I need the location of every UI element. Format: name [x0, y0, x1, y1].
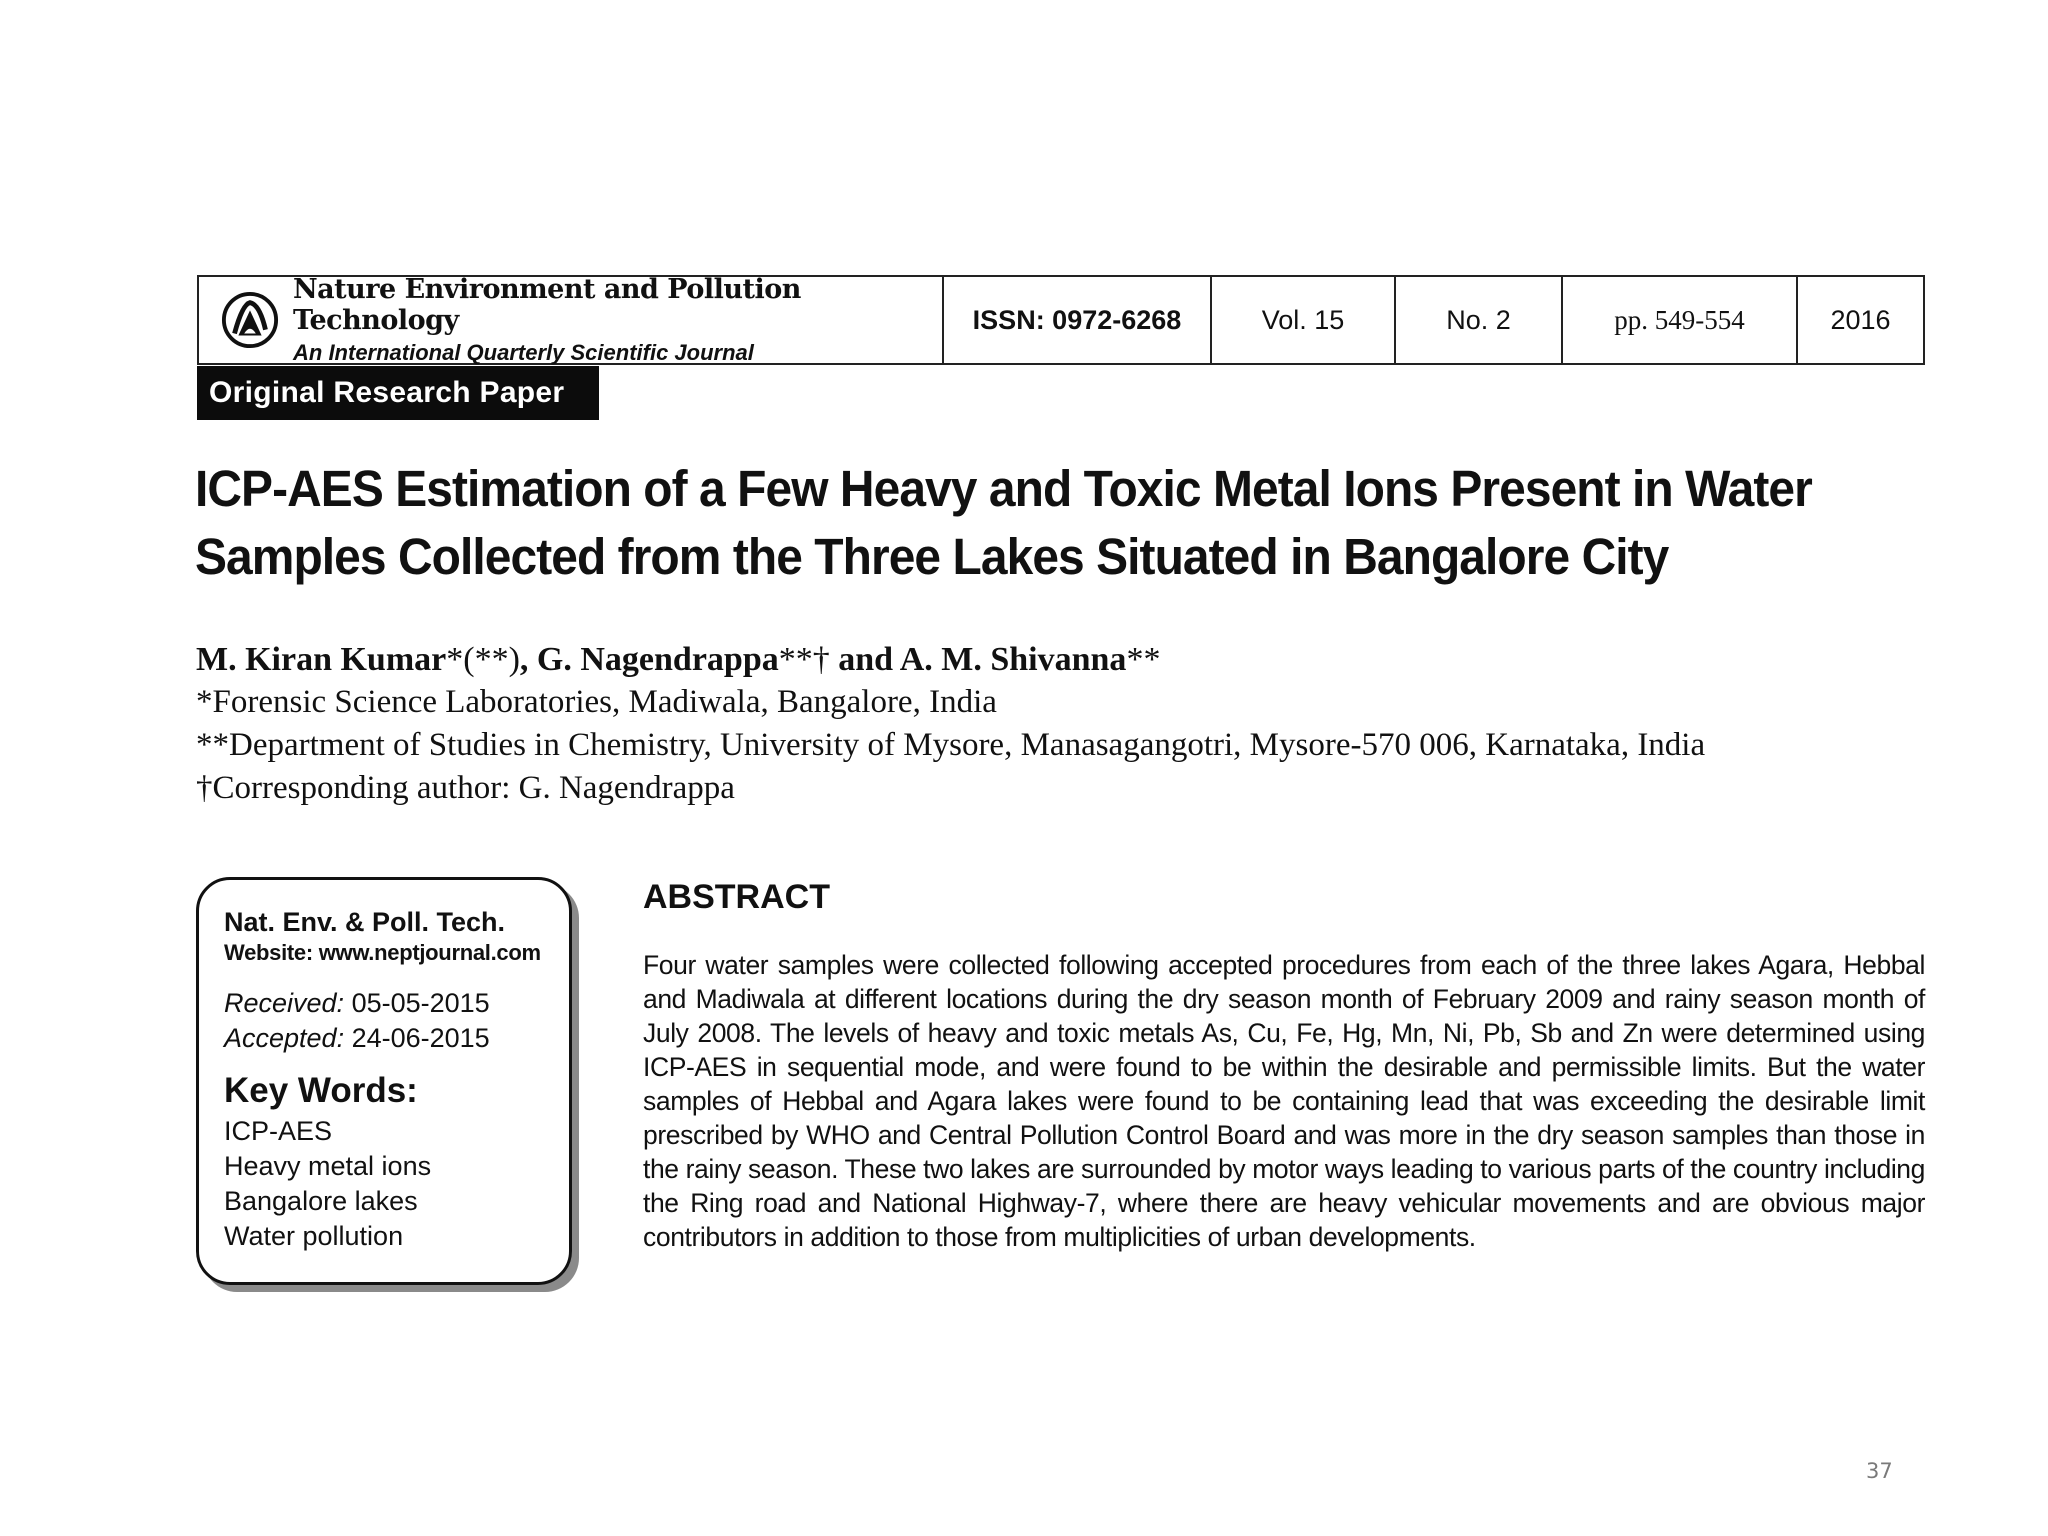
pages-cell: pp. 549-554 [1561, 277, 1796, 363]
keyword-item: Heavy metal ions [224, 1151, 432, 1181]
journal-header-table [197, 275, 1925, 365]
author-separator-1: , [519, 641, 537, 678]
article-dates [224, 986, 569, 1056]
author-2: G. Nagendrappa [536, 641, 779, 678]
journal-abbreviation: Nat. Env. & Poll. Tech. [224, 907, 506, 937]
page-number: 37 [1866, 1459, 1893, 1483]
journal-name-cell [199, 274, 942, 366]
corresponding-author: †Corresponding author: G. Nagendrappa [196, 770, 735, 806]
journal-website: Website: www.neptjournal.com [224, 940, 541, 965]
paper-title-line-1: ICP-AES Estimation of a Few Heavy and Toxic Metal Ions Present in Water [195, 460, 1812, 517]
keyword-item: ICP-AES [224, 1116, 333, 1146]
author-2-marks: **† [778, 641, 830, 678]
author-3: A. M. Shivanna [899, 641, 1127, 678]
journal-logo-icon [221, 291, 279, 349]
paper-type-label: Original Research Paper [197, 366, 599, 420]
journal-name: Nature Environment and Pollution Technology [293, 274, 801, 337]
article-info-box [196, 877, 572, 1285]
volume-cell: Vol. 15 [1210, 277, 1394, 363]
accepted-date: 24-06-2015 [344, 1023, 490, 1053]
keyword-item: Water pollution [224, 1221, 404, 1251]
paper-title-line-2: Samples Collected from the Three Lakes Situated in Bangalore City [195, 528, 1669, 585]
author-3-marks: ** [1126, 641, 1161, 678]
author-separator-2: and [829, 641, 900, 678]
abstract-text: Four water samples were collected following accepted procedures from each of the three lakes Agara, Hebbal and Madiwala at different locations during the dry season month of February 2009 and rainy season month of July 2008. The levels of heavy and toxic metals As, Cu, Fe, Hg, Mn, Ni, Pb, Sb and Zn were determined using ICP-AES in sequential mode, and were found to be within the desirable and permissible limits. But the water samples of Hebbal and Agara lakes were found to be containing lead that was exceeding the desirable limit prescribed by WHO and Central Pollution Control Board and was more in the dry season samples than those in the rainy season. These two lakes are surrounded by motor ways leading to various parts of the country including the Ring road and National Highway-7, where there are heavy vehicular movements and are obvious major contributors in addition to those from multiplicities of urban developments. [643, 950, 1925, 1252]
keyword-item: Bangalore lakes [224, 1186, 418, 1216]
received-date: 05-05-2015 [344, 988, 490, 1018]
issn-cell: ISSN: 0972-6268 [942, 277, 1210, 363]
paper-title [195, 455, 1943, 591]
affiliation-1: *Forensic Science Laboratories, Madiwala, Bangalore, India [196, 684, 997, 720]
received-row [224, 986, 569, 1021]
keywords-title: Key Words: [224, 1071, 418, 1110]
number-cell: No. 2 [1394, 277, 1561, 363]
abstract-heading: ABSTRACT [643, 878, 830, 916]
authors-block [196, 638, 1956, 810]
author-1-marks: *(**) [446, 641, 520, 678]
received-label: Received: [224, 988, 345, 1018]
year-cell: 2016 [1796, 277, 1923, 363]
authors-line [196, 638, 1956, 681]
affiliation-2: **Department of Studies in Chemistry, University of Mysore, Manasagangotri, Mysore-570 006, Karnataka, India [196, 727, 1706, 763]
author-1: M. Kiran Kumar [196, 641, 447, 678]
journal-subtitle: An International Quarterly Scientific Journal [293, 340, 754, 366]
accepted-row [224, 1021, 569, 1056]
accepted-label: Accepted: [224, 1023, 345, 1053]
